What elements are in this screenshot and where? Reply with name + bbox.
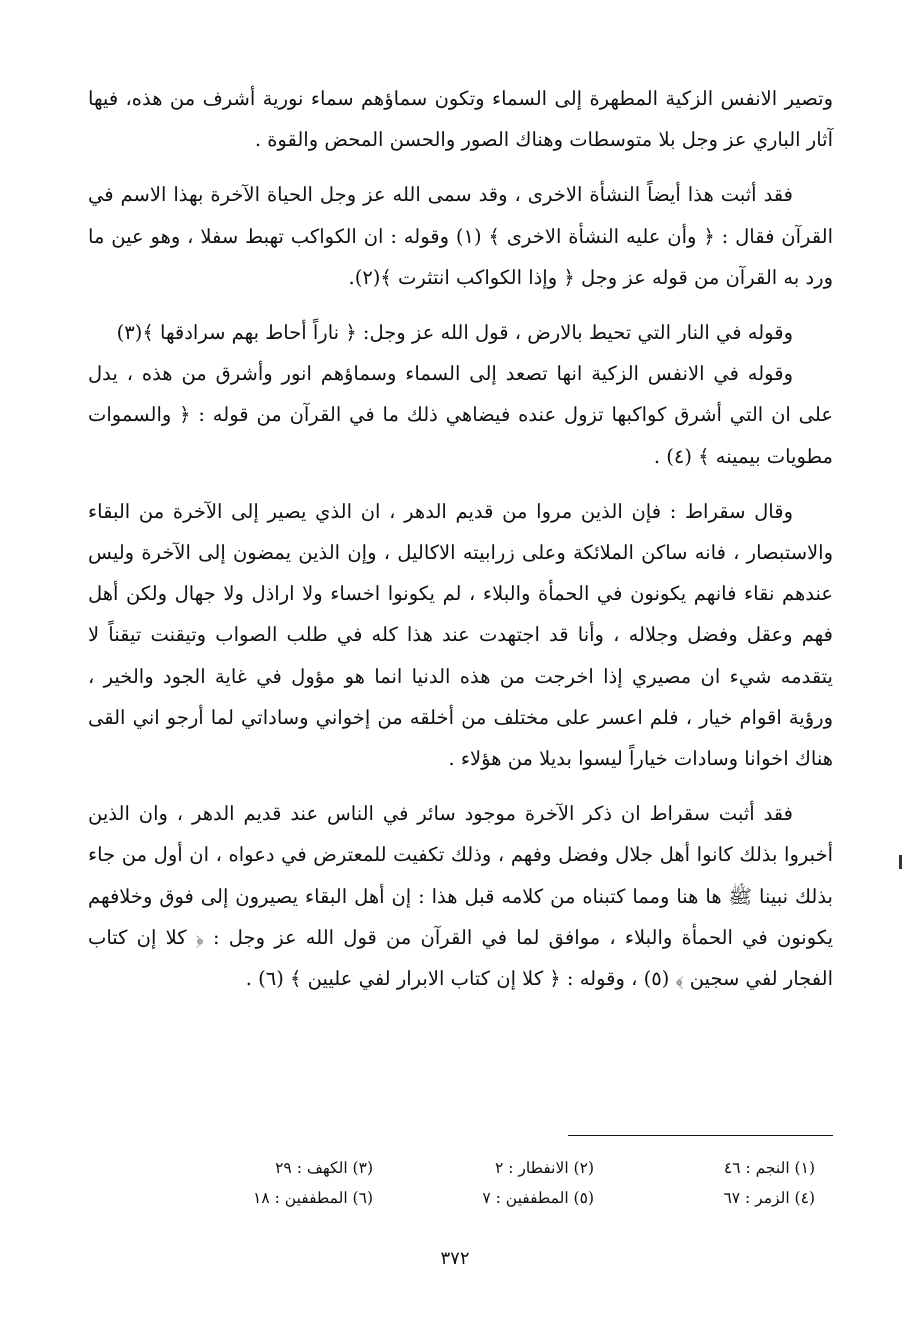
- footnote-4: (٤) الزمر : ٦٧: [723, 1189, 815, 1207]
- paragraph-1: وتصير الانفس الزكية المطهرة إلى السماء وتكون سماؤهم سماء نورية أشرف من هذه، فيها آثار الباري عز وجل بلا متوسطات وهناك الصور والحسن المحض والقوة .: [88, 87, 833, 152]
- footnote-3: (٣) الكهف : ٢٩: [275, 1159, 373, 1177]
- main-text: [88, 78, 833, 1013]
- footnote-1: (١) النجم : ٤٦: [723, 1159, 815, 1177]
- paragraph-3: وقوله في النار التي تحيط بالارض ، قول الله عز وجل: ﴿ ناراً أحاط بهم سرادقها ﴾(٣): [116, 321, 793, 345]
- footnote-divider: [568, 1135, 833, 1136]
- footnote-2: (٢) الانفطار : ٢: [495, 1159, 594, 1177]
- paragraph-4: وقوله في الانفس الزكية انها تصعد إلى السماء وسماؤهم انور وأشرق من هذه ، يدل على ان التي أشرق كواكبها تزول عنده فيضاهي ذلك ما في القرآن من قوله : ﴿ والسموات مطويات بيمينه ﴾ (٤) .: [88, 362, 833, 468]
- footnote-5: (٥) المطففين : ٧: [482, 1189, 594, 1207]
- page-number: ٣٧٢: [440, 1248, 470, 1269]
- footnote-row: [150, 1183, 815, 1213]
- footnote-6: (٦) المطففين : ١٨: [253, 1189, 373, 1207]
- paragraph-6: فقد أثبت سقراط ان ذكر الآخرة موجود سائر في الناس عند قديم الدهر ، وان الذين أخبروا بذلك كانوا أهل جلال وفضل وفهم ، وذلك تكفيت للمعترض في دعواه ، ان أول من جاء بذلك نبينا ﷺ ها هنا ومما كتبناه من كلامه قبل هذا : إن أهل البقاء يصيرون إلى فوق وخلافهم يكونون في الحمأة والبلاء ، موافق لما في القرآن من قول الله عز وجل : ﴿ كلا إن كتاب الفجار لفي سجين ﴾ (٥) ، وقوله : ﴿ كلا إن كتاب الابرار لفي عليين ﴾ (٦) .: [88, 802, 833, 991]
- footnote-row: [150, 1153, 815, 1183]
- footnotes: [150, 1153, 815, 1213]
- paragraph-5: وقال سقراط : فإن الذين مروا من قديم الدهر ، ان الذي يصير إلى الآخرة من البقاء والاستبصار ، فانه ساكن الملائكة وعلى زرابيته الاكاليل ، وإن الذين يمضون إلى الآخرة وليس عندهم نقاء فانهم يكونون في الحمأة والبلاء ، لم يكونوا اخساء ولا اراذل ولا جهال ولكن أهل فهم وعقل وفضل وجلاله ، وأنا قد اجتهدت عند هذا كله في طلب الصواب وتيقنت تيقناً لا يتقدمه شيء ان مصيري إذا اخرجت من هذه الدنيا انما هو مؤول في غاية الجود والخير ، ورؤية اقوام خيار ، فلم اعسر على مختلف من أخلقه من إخواني وساداتي لما أرجو اني القى هناك اخوانا وسادات خياراً ليسوا بديلا من هؤلاء .: [88, 499, 833, 771]
- margin-mark: [899, 855, 902, 869]
- paragraph-2: فقد أثبت هذا أيضاً النشأة الاخرى ، وقد سمى الله عز وجل الحياة الآخرة بهذا الاسم في القرآن فقال : ﴿ وأن عليه النشأة الاخرى ﴾ (١) وقوله : ان الكواكب تهبط سفلا ، وهو عين ما ورد به القرآن من قوله عز وجل ﴿ وإذا الكواكب انتثرت ﴾(٢).: [88, 183, 833, 289]
